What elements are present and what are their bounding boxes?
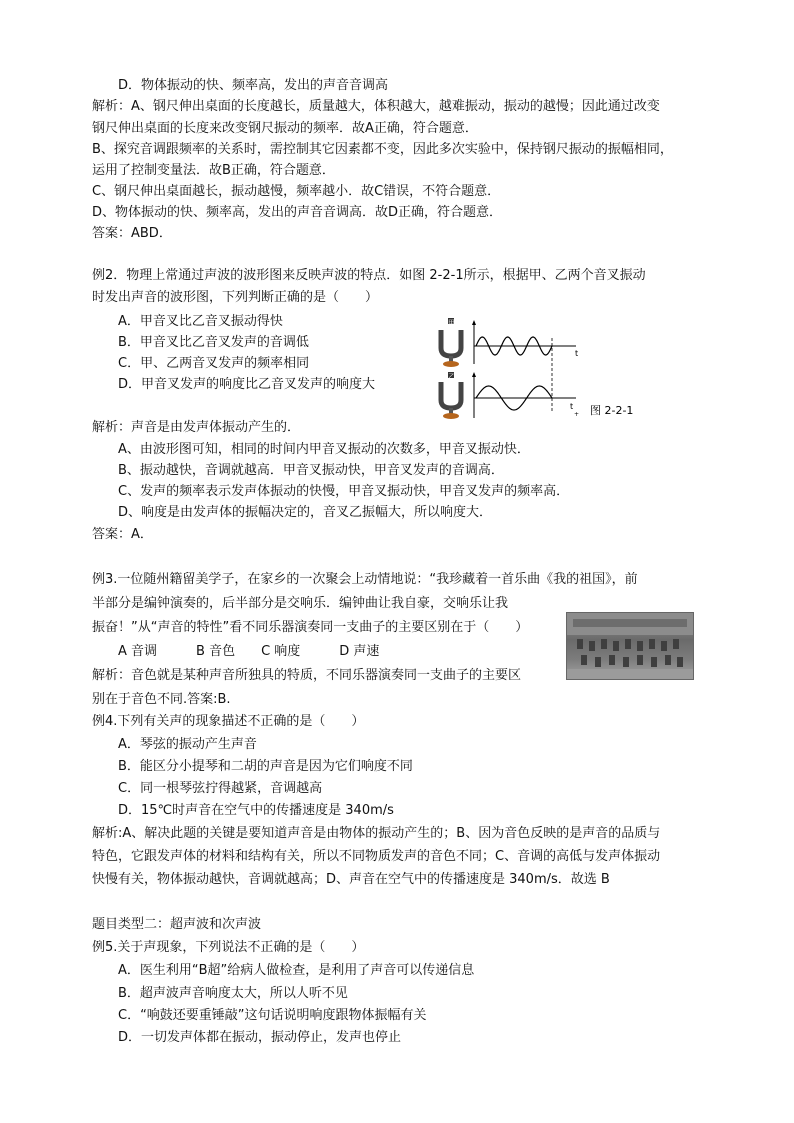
fork-label-yi: 乙: [448, 373, 455, 381]
ex2-question-1: 例2．物理上常通过声波的波形图来反映声波的特点．如图 2-2-1所示，根据甲、乙两个音叉振动: [92, 268, 646, 283]
ex3-question-1: 例3.一位随州籍留美学子，在家乡的一次聚会上动情地说：“我珍藏着一首乐曲《我的祖国》，前: [92, 572, 638, 587]
ex2-question-2: 时发出声音的波形图，下列判断正确的是（ ）: [92, 290, 379, 305]
ex5-option-b: B．超声波声音响度太大，所以人听不见: [118, 986, 348, 1001]
ex2-analysis-a: A、由波形图可知，相同的时间内甲音叉振动的次数多，甲音叉振动快．: [118, 442, 530, 457]
ex3-options: A 音调 B 音色 C 响度 D 声速: [118, 644, 380, 659]
ex2-analysis-c: C、发声的频率表示发声体振动的快慢，甲音叉振动快，甲音叉发声的频率高．: [118, 484, 570, 499]
figure-caption: 图 2-2-1: [590, 404, 634, 417]
ex2-option-a: A．甲音叉比乙音叉振动得快: [118, 314, 283, 329]
ex1-analysis-c: C、钢尺伸出桌面越长，振动越慢，频率越小．故C错误，不符合题意．: [92, 184, 501, 199]
ex1-analysis-d: D、物体振动的快、频率高，发出的声音音调高．故D正确，符合题意．: [92, 205, 503, 220]
ex1-analysis-a-1: 解析：A、钢尺伸出桌面的长度越长，质量越大，体积越大，越难振动，振动的越慢；因此通过改变: [92, 99, 660, 114]
ex2-analysis-b: B、振动越快，音调就越高．甲音叉振动快，甲音叉发声的音调高．: [118, 463, 504, 478]
svg-text:+: +: [574, 411, 580, 418]
ex1-option-d: D．物体振动的快、频率高，发出的声音音调高: [118, 78, 389, 93]
tuning-fork-waveform-figure: [436, 316, 646, 420]
ex5-option-d: D．一切发声体都在振动，振动停止，发声也停止: [118, 1030, 402, 1045]
ex4-analysis-2: 特色，它跟发声体的材料和结构有关，所以不同物质发声的音色不同；C、音调的高低与发声体振动: [92, 849, 661, 864]
ex4-option-b: B．能区分小提琴和二胡的声音是因为它们响度不同: [118, 759, 413, 774]
ex1-analysis-a-2: 钢尺伸出桌面的长度来改变钢尺振动的频率．故A正确，符合题意．: [92, 121, 478, 136]
ex4-analysis-3: 快慢有关，物体振动越快，音调就越高；D、声音在空气中的传播速度是 340m/s．故选 B: [92, 872, 610, 887]
ex3-question-3: 振奋！”从“声音的特性”看不同乐器演奏同一支曲子的主要区别在于（ ）: [92, 620, 529, 635]
ex1-analysis-b-1: B、探究音调跟频率的关系时，需控制其它因素都不变，因此多次实验中，保持钢尺振动的振幅相同，: [92, 142, 673, 157]
orchestra-photo: [566, 612, 694, 680]
ex2-answer: 答案：A．: [92, 527, 153, 542]
ex5-question: 例5.关于声现象，下列说法不正确的是（ ）: [92, 940, 365, 955]
ex1-answer: 答案：ABD．: [92, 226, 172, 241]
ex2-analysis-d: D、响度是由发声体的振幅决定的，音叉乙振幅大，所以响度大．: [118, 505, 493, 520]
ex2-option-c: C．甲、乙两音叉发声的频率相同: [118, 356, 310, 371]
ex1-analysis-b-2: 运用了控制变量法．故B正确，符合题意．: [92, 163, 335, 178]
axis-t-jia: t: [575, 349, 579, 358]
fork-label-jia: 甲: [448, 319, 455, 327]
ex4-question: 例4.下列有关声的现象描述不正确的是（ ）: [92, 714, 365, 729]
ex5-option-c: C．“响鼓还要重锤敲”这句话说明响度跟物体振幅有关: [118, 1008, 427, 1023]
ex4-analysis-1: 解析:A、解决此题的关键是要知道声音是由物体的振动产生的；B、因为音色反映的是声音的品质与: [92, 826, 661, 841]
ex2-analysis: 解析：声音是由发声体振动产生的．: [92, 420, 301, 435]
axis-t-yi: t: [570, 402, 574, 411]
ex3-question-2: 半部分是编钟演奏的，后半部分是交响乐．编钟曲让我自豪，交响乐让我: [92, 596, 509, 611]
section-heading-type-2: 题目类型二：超声波和次声波: [92, 917, 262, 932]
ex3-analysis-1: 解析：音色就是某种声音所独具的特质，不同乐器演奏同一支曲子的主要区: [92, 668, 522, 683]
ex4-option-c: C．同一根琴弦拧得越紧，音调越高: [118, 781, 323, 796]
ex2-option-b: B．甲音叉比乙音叉发声的音调低: [118, 335, 309, 350]
ex4-option-d: D．15℃时声音在空气中的传播速度是 340m/s: [118, 803, 394, 818]
ex2-option-d: D．甲音叉发声的响度比乙音叉发声的响度大: [118, 377, 376, 392]
ex5-option-a: A．医生利用“B超”给病人做检查，是利用了声音可以传递信息: [118, 963, 475, 978]
ex4-option-a: A．琴弦的振动产生声音: [118, 737, 257, 752]
ex3-analysis-2: 别在于音色不同.答案:B.: [92, 692, 231, 707]
